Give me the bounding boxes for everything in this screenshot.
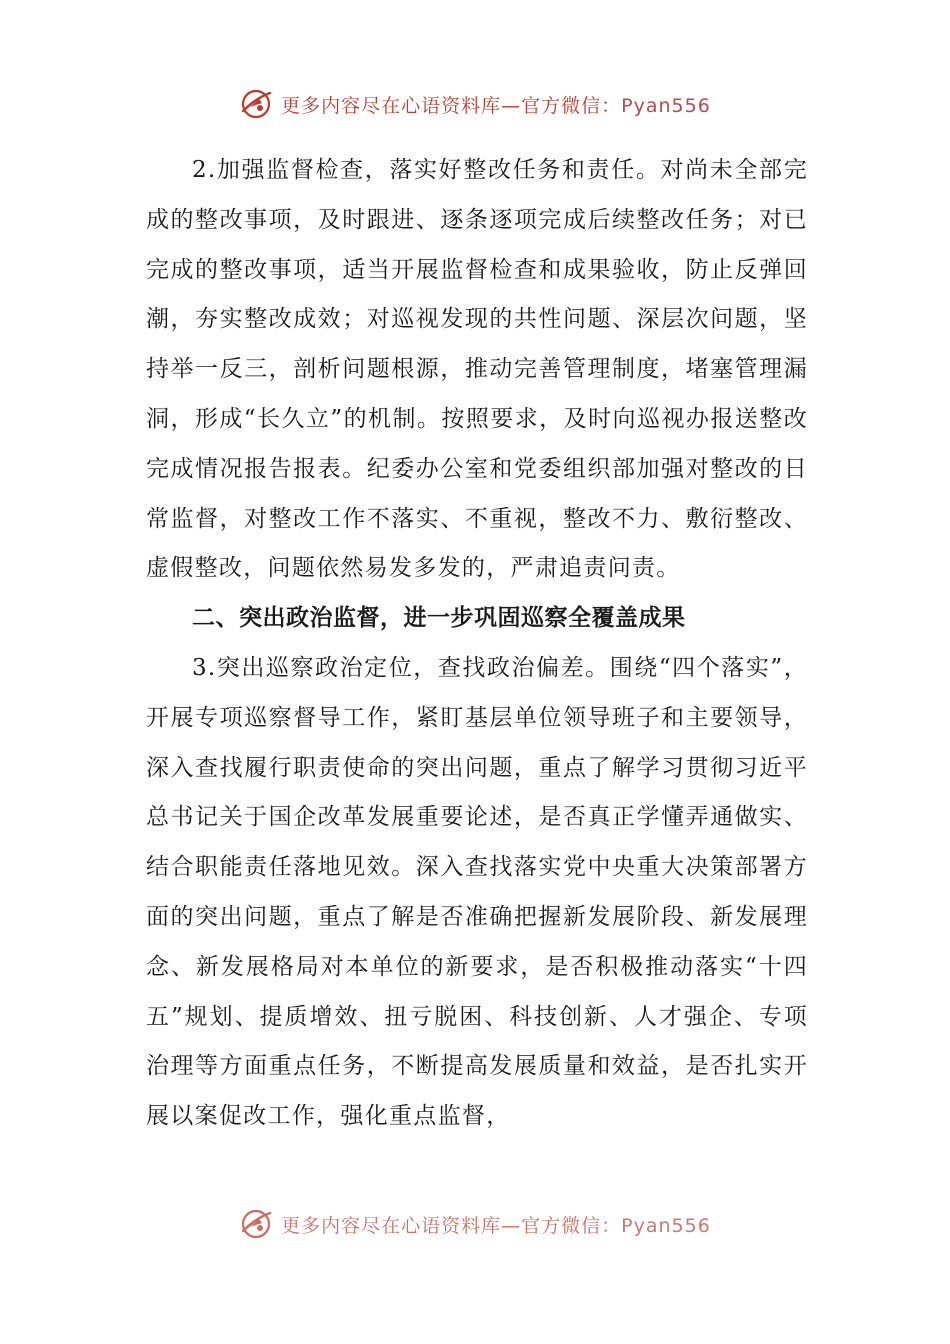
document-body bbox=[146, 146, 808, 1142]
paragraph-3: 3.突出巡察政治定位，查找政治偏差。围绕“四个落实”，开展专项巡察督导工作，紧盯基层单位领导班子和主要领导，深入查找履行职责使命的突出问题，重点了解学习贯彻习近平总书记关于国企改革发展重要论述，是否真正学懂弄通做实、结合职能责任落地见效。深入查找落实党中央重大决策部署方面的突出问题，重点了解是否准确把握新发展阶段、新发展理念、新发展格局对本单位的新要求，是否积极推动落实“十四五”规划、提质增效、扭亏脱困、科技创新、人才强企、专项治理等方面重点任务，不断提高发展质量和效益，是否扎实开展以案促改工作，强化重点监督， bbox=[146, 654, 808, 1130]
brand-logo-icon bbox=[239, 87, 273, 121]
section-heading: 二、突出政治监督，进一步巩固巡察全覆盖成果 bbox=[192, 605, 686, 632]
watermark-footer bbox=[0, 1204, 950, 1244]
watermark-text: 更多内容尽在心语资料库—官方微信：Pyan556 bbox=[281, 94, 711, 117]
wechat-id: Pyan556 bbox=[621, 1214, 711, 1237]
wechat-id: Pyan556 bbox=[621, 94, 711, 117]
brand-logo-icon bbox=[239, 1207, 273, 1241]
watermark-header bbox=[0, 84, 950, 124]
paragraph-2: 2.加强监督检查，落实好整改任务和责任。对尚未全部完成的整改事项，及时跟进、逐条逐项完成后续整改任务；对已完成的整改事项，适当开展监督检查和成果验收，防止反弹回潮，夯实整改成效；对巡视发现的共性问题、深层次问题，坚持举一反三，剖析问题根源，推动完善管理制度，堵塞管理漏洞，形成“长久立”的机制。按照要求，及时向巡视办报送整改完成情况报告报表。纪委办公室和党委组织部加强对整改的日常监督，对整改工作不落实、不重视，整改不力、敷衍整改、虚假整改，问题依然易发多发的，严肃追责问责。 bbox=[146, 157, 808, 582]
watermark-text: 更多内容尽在心语资料库—官方微信：Pyan556 bbox=[281, 1214, 711, 1237]
